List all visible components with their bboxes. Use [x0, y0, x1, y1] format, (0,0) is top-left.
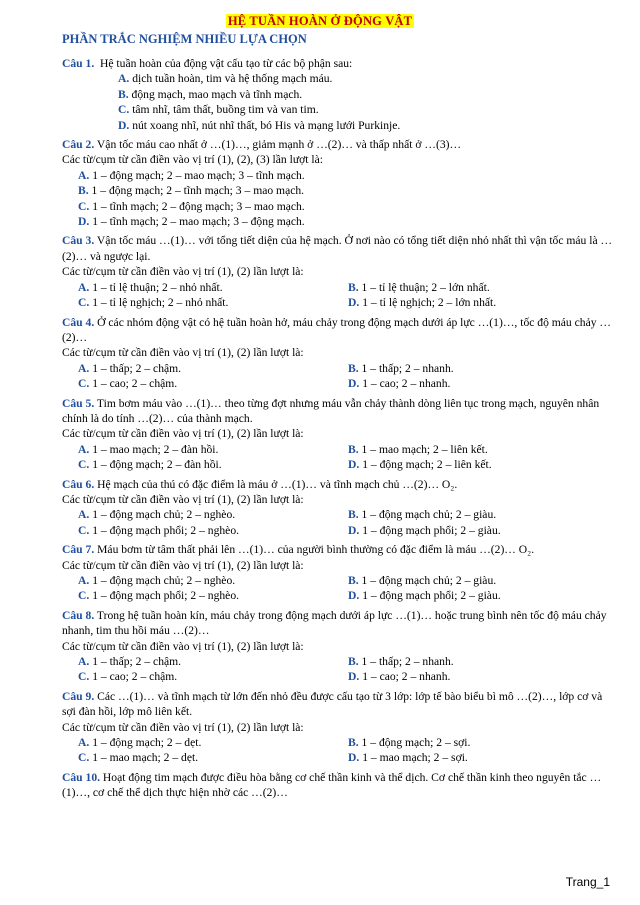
- option: D. 1 – động mạch; 2 – liên kết.: [348, 458, 492, 472]
- question-6: Câu 6. Hệ mạch của thú có đặc điểm là máu ở …(1)… và tĩnh mạch chủ …(2)… O₂. Các từ/cụm từ cần điền vào vị trí (1), (2) lần lượt là: A. 1 – động mạch chủ; 2 – nghèo. B. 1 – động mạch chủ; 2 – giàu. C. 1 – động mạch phổi; 2 – nghèo. D. 1 – động mạch phổi; 2 – giàu.: [62, 477, 618, 539]
- option: C. 1 – động mạch; 2 – đàn hồi.: [78, 458, 222, 472]
- option: D. 1 – tĩnh mạch; 2 – mao mạch; 3 – động mạch.: [78, 215, 305, 229]
- page-number: Trang_1: [565, 875, 610, 889]
- option: D. 1 – động mạch phổi; 2 – giàu.: [348, 523, 501, 537]
- option: C. 1 – cao; 2 – chậm.: [78, 377, 178, 391]
- document-title: HỆ TUẦN HOÀN Ở ĐỘNG VẬT: [227, 14, 413, 28]
- option: C. 1 – động mạch phổi; 2 – nghèo.: [78, 589, 240, 603]
- option: D. 1 – cao; 2 – nhanh.: [348, 670, 451, 684]
- option: A. 1 – mao mạch; 2 – đàn hồi.: [78, 442, 219, 456]
- section-heading: PHẦN TRẮC NGHIỆM NHIỀU LỰA CHỌN: [62, 32, 307, 46]
- option: D. 1 – mao mạch; 2 – sợi.: [348, 751, 468, 765]
- option: B. 1 – mao mạch; 2 – liên kết.: [348, 442, 488, 456]
- question-5: Câu 5. Tim bơm máu vào …(1)… theo từng đợt nhưng máu vẫn chảy thành dòng liên tục trong mạch, nguyên nhân chính là do tính …(2)… của thành mạch. Các từ/cụm từ cần điền vào vị trí (1), (2) lần lượt là: A. 1 – mao mạch; 2 – đàn hồi. B. 1 – mao mạch; 2 – liên kết. C. 1 – động mạch; 2 – đàn hồi. D. 1 – động mạch; 2 – liên kết.: [62, 396, 618, 473]
- option: B. 1 – động mạch chủ; 2 – giàu.: [348, 574, 497, 587]
- option: B. 1 – động mạch; 2 – sợi.: [348, 736, 471, 750]
- question-1: Câu 1. Hệ tuần hoàn của động vật cấu tạo từ các bộ phận sau: A. dịch tuần hoàn, tim và hệ thống mạch máu. B. động mạch, mao mạch và tĩnh mạch. C. tâm nhĩ, tâm thất, buồng tim và van tim. D. nút xoang nhĩ, nút nhĩ thất, bó His và mạng lưới Purkinje.: [62, 56, 618, 133]
- option: B. 1 – động mạch chủ; 2 – giàu.: [348, 508, 497, 522]
- option: D. 1 – cao; 2 – nhanh.: [348, 377, 451, 391]
- option: B. 1 – thấp; 2 – nhanh.: [348, 361, 454, 375]
- question-10: Câu 10. Hoạt động tim mạch được điều hòa bằng cơ chế thần kinh và thể dịch. Cơ chế thần kinh theo nguyên tắc …(1)…, cơ chế thể dịch thực hiện nhờ các …(2)…: [62, 770, 602, 800]
- option: B. động mạch, mao mạch và tĩnh mạch.: [118, 87, 303, 101]
- option: A. dịch tuần hoàn, tim và hệ thống mạch máu.: [118, 72, 333, 86]
- option: C. tâm nhĩ, tâm thất, buồng tim và van tim.: [118, 103, 319, 117]
- question-3: Câu 3. Vận tốc máu …(1)… với tổng tiết diện của hệ mạch. Ở nơi nào có tổng tiết diện nhỏ nhất thì vận tốc máu là …(2)… và ngược lại. Các từ/cụm từ cần điền vào vị trí (1), (2) lần lượt là: A. 1 – tỉ lệ thuận; 2 – nhỏ nhất. B. 1 – tỉ lệ thuận; 2 – lớn nhất. C. 1 – tỉ lệ nghịch; 2 – nhỏ nhất. D. 1 – tỉ lệ nghịch; 2 – lớn nhất.: [62, 233, 618, 310]
- option: C. 1 – mao mạch; 2 – dẹt.: [78, 751, 199, 765]
- question-8: Câu 8. Trong hệ tuần hoàn kín, máu chảy trong động mạch dưới áp lực …(1)… hoặc trung bình nên tốc độ máu chảy nhanh, tim thu hồi máu …(2)… Các từ/cụm từ cần điền vào vị trí (1), (2) lần lượt là: A. 1 – thấp; 2 – chậm. B. 1 – thấp; 2 – nhanh. C. 1 – cao; 2 – chậm. D. 1 – cao; 2 – nhanh.: [62, 608, 618, 685]
- option: B. 1 – động mạch; 2 – tĩnh mạch; 3 – mao mạch.: [78, 184, 305, 198]
- option: A. 1 – thấp; 2 – chậm.: [78, 655, 182, 669]
- option: D. 1 – tỉ lệ nghịch; 2 – lớn nhất.: [348, 296, 497, 310]
- option: A. 1 – tỉ lệ thuận; 2 – nhỏ nhất.: [78, 280, 223, 294]
- question-4: Câu 4. Ở các nhóm động vật có hệ tuần hoàn hở, máu chảy trong động mạch dưới áp lực …(1)…, tốc độ máu chảy …(2)… Các từ/cụm từ cần điền vào vị trí (1), (2) lần lượt là: A. 1 – thấp; 2 – chậm. B. 1 – thấp; 2 – nhanh. C. 1 – cao; 2 – chậm. D. 1 – cao; 2 – nhanh.: [62, 315, 618, 392]
- option: B. 1 – thấp; 2 – nhanh.: [348, 655, 454, 669]
- option: A. 1 – động mạch; 2 – mao mạch; 3 – tĩnh mạch.: [78, 168, 305, 182]
- question-7: Câu 7. Máu bơm từ tâm thất phải lên …(1)… của người bình thường có đặc điểm là máu …(2)… O₂. Các từ/cụm từ cần điền vào vị trí (1), (2) lần lượt là: A. 1 – động mạch chủ; 2 – nghèo. B. 1 – động mạch chủ; 2 – giàu. C. 1 – động mạch phổi; 2 – nghèo. D. 1 – động mạch phổi; 2 – giàu.: [62, 542, 618, 604]
- option: C. 1 – cao; 2 – chậm.: [78, 670, 178, 684]
- question-2: Câu 2. Vận tốc máu cao nhất ở …(1)…, giảm mạnh ở …(2)… và thấp nhất ở …(3)… Các từ/cụm từ cần điền vào vị trí (1), (2), (3) lần lượt là: A. 1 – động mạch; 2 – mao mạch; 3 – tĩnh mạch. B. 1 – động mạch; 2 – tĩnh mạch; 3 – mao mạch. C. 1 – tĩnh mạch; 2 – động mạch; 3 – mao mạch. D. 1 – tĩnh mạch; 2 – mao mạch; 3 – động mạch.: [62, 137, 618, 229]
- questions: [62, 56, 618, 805]
- option: A. 1 – động mạch chủ; 2 – nghèo.: [78, 574, 236, 587]
- option: A. 1 – động mạch chủ; 2 – nghèo.: [78, 508, 236, 522]
- option: C. 1 – tỉ lệ nghịch; 2 – nhỏ nhất.: [78, 296, 229, 310]
- option: C. 1 – động mạch phổi; 2 – nghèo.: [78, 523, 240, 537]
- option: B. 1 – tỉ lệ thuận; 2 – lớn nhất.: [348, 280, 490, 294]
- question-9: Câu 9. Các …(1)… và tĩnh mạch từ lớn đến nhỏ đều được cấu tạo từ 3 lớp: lớp tế bào biểu bì mô …(2)…, lớp cơ và sợi đàn hồi, lớp mô liên kết. Các từ/cụm từ cần điền vào vị trí (1), (2) lần lượt là: A. 1 – động mạch; 2 – dẹt. B. 1 – động mạch; 2 – sợi. C. 1 – mao mạch; 2 – dẹt. D. 1 – mao mạch; 2 – sợi.: [62, 689, 618, 766]
- option: D. nút xoang nhĩ, nút nhĩ thất, bó His và mạng lưới Purkinje.: [118, 118, 401, 132]
- option: A. 1 – động mạch; 2 – dẹt.: [78, 736, 202, 750]
- option: A. 1 – thấp; 2 – chậm.: [78, 361, 182, 375]
- option: C. 1 – tĩnh mạch; 2 – động mạch; 3 – mao mạch.: [78, 199, 305, 213]
- option: D. 1 – động mạch phổi; 2 – giàu.: [348, 589, 501, 603]
